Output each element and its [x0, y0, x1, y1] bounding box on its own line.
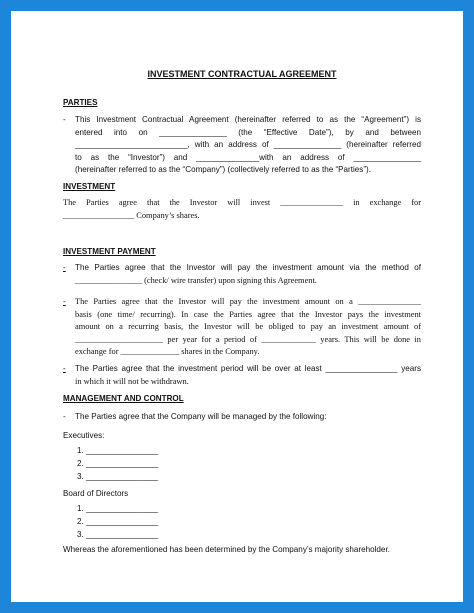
board-item-2: 2. ________________	[77, 517, 159, 526]
management-heading: MANAGEMENT AND CONTROL	[63, 394, 184, 403]
board-label: Board of Directors	[63, 489, 129, 498]
management-line-1: The Parties agree that the Company will be managed by the following:	[75, 412, 327, 421]
parties-line-5: (hereinafter referred to as the “Company”) (collectively referred to as the “Parties”).	[75, 165, 371, 175]
executive-item-3: 3. ________________	[77, 472, 159, 481]
closing-statement: Whereas the aforementioned has been determined by the Company’s majority shareholder.	[63, 545, 390, 554]
parties-line-1: This Investment Contractual Agreement (hereinafter referred to as the “Agreement”) is	[75, 115, 421, 124]
payment-paragraph-2	[63, 296, 421, 359]
management-bullet: -	[63, 412, 66, 421]
board-item-1: 1. ________________	[77, 504, 159, 513]
payment-p2-line-3: amount on a recurring basis, the Investor will be obliged to pay an investment amount of	[75, 322, 421, 332]
parties-heading: PARTIES	[63, 98, 98, 107]
payment-bullet-1: -	[63, 263, 66, 272]
payment-bullet-3: -	[63, 364, 66, 373]
payment-paragraph-1	[63, 262, 421, 287]
investment-paragraph	[63, 197, 421, 222]
investment-line-2: _________________ Company’s shares.	[63, 210, 200, 220]
payment-p1-line-2: ________________ (check/ wire transfer) upon signing this Agreement.	[75, 275, 317, 285]
payment-heading: INVESTMENT PAYMENT	[63, 247, 156, 256]
parties-line-4: to as the “Investor”) and ______________with an address of _______________	[75, 152, 421, 162]
payment-p3-line-1: The Parties agree that the investment period will be over at least ________________ years	[75, 364, 421, 373]
executives-label: Executives:	[63, 431, 105, 440]
board-item-3: 3. ________________	[77, 530, 159, 539]
document-page	[11, 11, 463, 602]
executives-list	[77, 444, 158, 483]
payment-p2-line-5: exchange for ______________ shares in the Company.	[75, 347, 260, 357]
payment-p1-line-1: The Parties agree that the Investor will pay the investment amount via the method of	[75, 263, 421, 272]
parties-line-3: _________________________, with an address of _______________ (hereinafter referred	[75, 140, 421, 150]
management-paragraph	[63, 411, 421, 424]
document-title: INVESTMENT CONTRACTUAL AGREEMENT	[147, 69, 337, 79]
payment-p2-line-1: The Parties agree that the Investor will pay the investment amount on a _______________	[75, 297, 421, 306]
investment-line-1: The Parties agree that the Investor will invest _______________ in exchange for	[63, 198, 421, 207]
parties-bullet: -	[63, 115, 66, 124]
executive-item-2: 2. ________________	[77, 459, 159, 468]
parties-paragraph	[63, 114, 421, 177]
investment-heading: INVESTMENT	[63, 182, 116, 191]
executive-item-1: 1. ________________	[77, 446, 159, 455]
payment-p3-line-2: in which it will not be withdrawn.	[75, 376, 189, 386]
board-list	[77, 502, 158, 541]
payment-bullet-2: -	[63, 297, 66, 306]
payment-p2-line-4: _____________________ per year for a period of _____________ years. This will be done in	[75, 334, 421, 344]
payment-p2-line-2: basis (one time/ recurring). In case the Parties agree that the Investor pays the investment	[75, 309, 421, 319]
parties-line-2: entered into on _______________ (the “Effective Date”), by and between	[75, 127, 421, 137]
payment-paragraph-3	[63, 363, 421, 388]
